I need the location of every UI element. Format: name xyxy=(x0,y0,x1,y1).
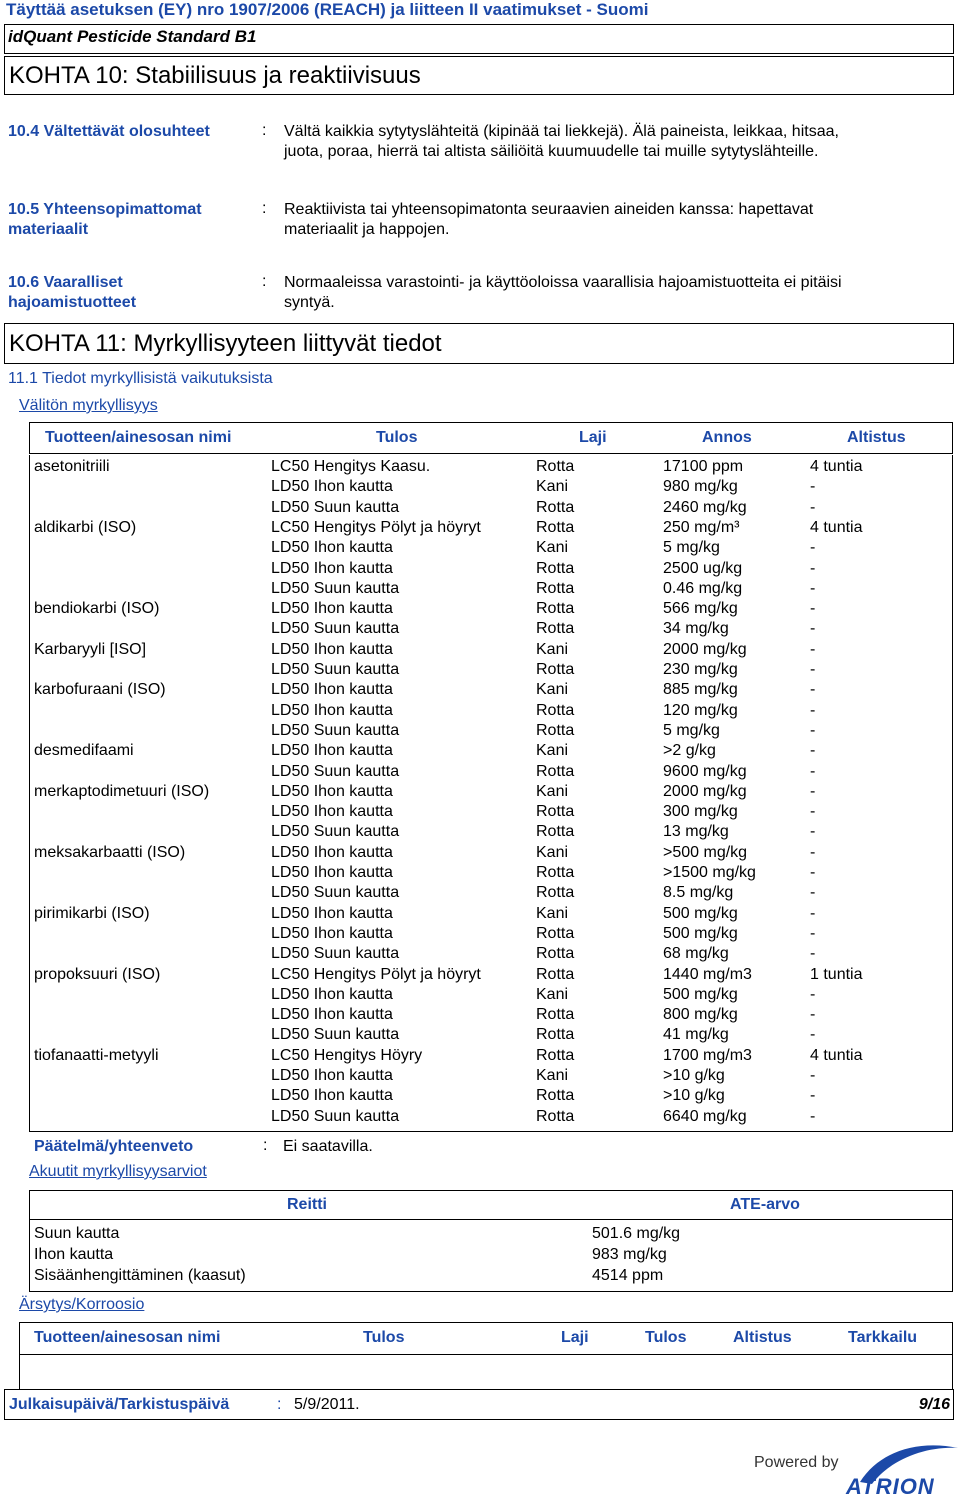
row-result: LD50 Ihon kautta xyxy=(271,539,393,556)
conclusion-value: Ei saatavilla. xyxy=(283,1138,373,1155)
row-species: Kani xyxy=(536,539,569,556)
row-species: Kani xyxy=(536,844,569,861)
row-dose: 1440 mg/m3 xyxy=(663,966,752,983)
row-result: LD50 Ihon kautta xyxy=(271,925,393,942)
row-exposure: - xyxy=(810,763,816,780)
row-exposure: - xyxy=(810,925,816,942)
row-exposure: - xyxy=(810,803,816,820)
row-result: LC50 Hengitys Pölyt ja höyryt xyxy=(271,966,481,983)
row-substance-name: meksakarbaatti (ISO) xyxy=(34,844,186,861)
row-exposure: - xyxy=(810,620,816,637)
row-species: Kani xyxy=(536,681,569,698)
irritation-heading: Ärsytys/Korroosio xyxy=(19,1296,145,1313)
section-11-1-heading: 11.1 Tiedot myrkyllisistä vaikutuksista xyxy=(8,370,273,387)
row-exposure: - xyxy=(810,864,816,881)
row-species: Rotta xyxy=(536,864,575,881)
row-result: LD50 Ihon kautta xyxy=(271,905,393,922)
row-substance-name: desmedifaami xyxy=(34,742,134,759)
footer-date-label: Julkaisupäivä/Tarkistuspäivä xyxy=(9,1396,230,1413)
row-species: Rotta xyxy=(536,1108,575,1125)
separator-colon: : xyxy=(277,1396,282,1413)
row-species: Rotta xyxy=(536,925,575,942)
row-species: Rotta xyxy=(536,763,575,780)
row-result: LD50 Suun kautta xyxy=(271,1026,400,1043)
section-11-title: KOHTA 11: Myrkyllisyyteen liittyvät tiedot xyxy=(9,330,442,357)
row-species: Rotta xyxy=(536,1087,575,1104)
row-exposure: - xyxy=(810,499,816,516)
row-species: Rotta xyxy=(536,458,575,475)
row-result: LD50 Ihon kautta xyxy=(271,478,393,495)
section-10-6-text-line1: Normaaleissa varastointi- ja käyttöoloissa vaarallisia hajoamistuotteita ei pitäisi xyxy=(284,274,842,291)
row-exposure: - xyxy=(810,722,816,739)
atrion-wordmark: ATRION xyxy=(846,1474,935,1499)
row-result: LD50 Ihon kautta xyxy=(271,560,393,577)
ate-value: 501.6 mg/kg xyxy=(592,1225,681,1242)
irr-col-name: Tuotteen/ainesosan nimi xyxy=(34,1329,221,1346)
row-dose: 500 mg/kg xyxy=(663,905,738,922)
row-exposure: - xyxy=(810,580,816,597)
row-result: LD50 Ihon kautta xyxy=(271,864,393,881)
ate-route: Suun kautta xyxy=(34,1225,120,1242)
row-exposure: 4 tuntia xyxy=(810,519,863,536)
acute-toxicity-heading: Välitön myrkyllisyys xyxy=(19,397,158,414)
row-substance-name: Karbaryyli [ISO] xyxy=(34,641,147,658)
row-species: Kani xyxy=(536,742,569,759)
row-result: LD50 Ihon kautta xyxy=(271,783,393,800)
row-result: LD50 Suun kautta xyxy=(271,823,400,840)
page-number: 9/16 xyxy=(918,1396,950,1413)
row-dose: 500 mg/kg xyxy=(663,986,738,1003)
irritation-table-body xyxy=(19,1355,953,1389)
row-dose: 300 mg/kg xyxy=(663,803,738,820)
row-result: LD50 Ihon kautta xyxy=(271,600,393,617)
row-dose: 13 mg/kg xyxy=(663,823,729,840)
row-result: LC50 Hengitys Kaasu. xyxy=(271,458,431,475)
row-species: Rotta xyxy=(536,803,575,820)
row-exposure: - xyxy=(810,661,816,678)
row-species: Rotta xyxy=(536,1047,575,1064)
row-result: LD50 Ihon kautta xyxy=(271,681,393,698)
row-result: LC50 Hengitys Pölyt ja höyryt xyxy=(271,519,481,536)
row-result: LD50 Suun kautta xyxy=(271,763,400,780)
row-exposure: - xyxy=(810,478,816,495)
section-10-5-text-line2: materiaalit ja happojen. xyxy=(284,221,450,238)
row-result: LD50 Suun kautta xyxy=(271,620,400,637)
separator-colon: : xyxy=(262,200,267,217)
row-result: LD50 Suun kautta xyxy=(271,722,400,739)
row-exposure: 1 tuntia xyxy=(810,966,863,983)
row-species: Rotta xyxy=(536,560,575,577)
row-dose: >10 g/kg xyxy=(663,1067,725,1084)
row-exposure: - xyxy=(810,844,816,861)
row-substance-name: aldikarbi (ISO) xyxy=(34,519,137,536)
row-species: Kani xyxy=(536,783,569,800)
ate-col-route: Reitti xyxy=(287,1196,327,1213)
row-result: LD50 Ihon kautta xyxy=(271,641,393,658)
irr-col-species: Laji xyxy=(561,1329,589,1346)
section-10-5-label-line1: 10.5 Yhteensopimattomat xyxy=(8,201,202,218)
section-10-6-text-line2: syntyä. xyxy=(284,294,335,311)
row-result: LD50 Suun kautta xyxy=(271,661,400,678)
row-species: Rotta xyxy=(536,600,575,617)
row-dose: 980 mg/kg xyxy=(663,478,738,495)
document-header-regulation: Täyttää asetuksen (EY) nro 1907/2006 (REACH) ja liitteen II vaatimukset - Suomi xyxy=(6,0,649,19)
row-exposure: - xyxy=(810,1087,816,1104)
row-result: LD50 Ihon kautta xyxy=(271,844,393,861)
row-species: Rotta xyxy=(536,499,575,516)
row-exposure: - xyxy=(810,742,816,759)
row-species: Rotta xyxy=(536,722,575,739)
row-substance-name: merkaptodimetuuri (ISO) xyxy=(34,783,210,800)
conclusion-label: Päätelmä/yhteenveto xyxy=(34,1138,194,1155)
row-exposure: - xyxy=(810,1067,816,1084)
row-exposure: - xyxy=(810,560,816,577)
row-exposure: - xyxy=(810,884,816,901)
row-exposure: - xyxy=(810,823,816,840)
row-exposure: - xyxy=(810,1108,816,1125)
row-dose: 6640 mg/kg xyxy=(663,1108,747,1125)
col-header-exposure: Altistus xyxy=(847,429,906,446)
row-result: LD50 Ihon kautta xyxy=(271,1067,393,1084)
row-dose: >500 mg/kg xyxy=(663,844,748,861)
irr-col-result: Tulos xyxy=(363,1329,405,1346)
product-name: idQuant Pesticide Standard B1 xyxy=(8,27,257,46)
row-species: Rotta xyxy=(536,620,575,637)
row-exposure: - xyxy=(810,702,816,719)
product-name-box xyxy=(4,24,954,54)
atrion-logo xyxy=(750,1440,960,1498)
section-10-6-label-line2: hajoamistuotteet xyxy=(8,294,137,311)
row-dose: 800 mg/kg xyxy=(663,1006,738,1023)
section-10-5-label-line2: materiaalit xyxy=(8,221,89,238)
separator-colon: : xyxy=(263,1137,268,1154)
irr-col-exposure: Altistus xyxy=(733,1329,792,1346)
row-species: Kani xyxy=(536,986,569,1003)
col-header-dose: Annos xyxy=(702,429,752,446)
ate-value: 983 mg/kg xyxy=(592,1246,667,1263)
section-10-title: KOHTA 10: Stabiilisuus ja reaktiivisuus xyxy=(9,62,421,89)
row-dose: 8.5 mg/kg xyxy=(663,884,734,901)
row-dose: 5 mg/kg xyxy=(663,539,720,556)
row-dose: 885 mg/kg xyxy=(663,681,738,698)
acute-table-header xyxy=(29,422,953,454)
row-substance-name: propoksuuri (ISO) xyxy=(34,966,161,983)
row-exposure: 4 tuntia xyxy=(810,1047,863,1064)
row-substance-name: asetonitriili xyxy=(34,458,110,475)
row-result: LD50 Ihon kautta xyxy=(271,803,393,820)
footer-box xyxy=(4,1389,954,1420)
row-exposure: - xyxy=(810,539,816,556)
section-10-4-text-line2: juota, poraa, hierrä tai altista säiliöitä kuumuudelle tai muille sytytyslähteille. xyxy=(284,143,819,160)
footer-date: 5/9/2011. xyxy=(294,1396,360,1413)
row-species: Rotta xyxy=(536,702,575,719)
row-substance-name: tiofanaatti-metyyli xyxy=(34,1047,159,1064)
row-dose: 120 mg/kg xyxy=(663,702,738,719)
row-dose: 566 mg/kg xyxy=(663,600,738,617)
row-dose: 500 mg/kg xyxy=(663,925,738,942)
row-result: LD50 Ihon kautta xyxy=(271,702,393,719)
separator-colon: : xyxy=(262,122,267,139)
row-species: Rotta xyxy=(536,519,575,536)
row-exposure: - xyxy=(810,681,816,698)
powered-by-text: Powered by xyxy=(754,1454,839,1471)
row-exposure: 4 tuntia xyxy=(810,458,863,475)
row-species: Rotta xyxy=(536,580,575,597)
row-dose: 9600 mg/kg xyxy=(663,763,747,780)
row-dose: 41 mg/kg xyxy=(663,1026,729,1043)
row-dose: 17100 ppm xyxy=(663,458,744,475)
row-dose: 2460 mg/kg xyxy=(663,499,747,516)
row-dose: 34 mg/kg xyxy=(663,620,729,637)
ate-route: Ihon kautta xyxy=(34,1246,114,1263)
row-exposure: - xyxy=(810,600,816,617)
section-10-6-label-line1: 10.6 Vaaralliset xyxy=(8,274,123,291)
row-substance-name: bendiokarbi (ISO) xyxy=(34,600,160,617)
ate-col-value: ATE-arvo xyxy=(730,1196,800,1213)
irritation-table-header xyxy=(19,1322,953,1355)
row-exposure: - xyxy=(810,945,816,962)
row-species: Kani xyxy=(536,641,569,658)
row-species: Rotta xyxy=(536,1006,575,1023)
col-header-name: Tuotteen/ainesosan nimi xyxy=(45,429,232,446)
row-exposure: - xyxy=(810,641,816,658)
row-dose: >2 g/kg xyxy=(663,742,716,759)
row-exposure: - xyxy=(810,1006,816,1023)
row-substance-name: pirimikarbi (ISO) xyxy=(34,905,150,922)
row-species: Rotta xyxy=(536,1026,575,1043)
section-10-4-text-line1: Vältä kaikkia sytytyslähteitä (kipinää tai liekkejä). Älä paineista, leikkaa, hitsaa, xyxy=(284,123,839,140)
row-result: LD50 Ihon kautta xyxy=(271,1006,393,1023)
section-10-5-text-line1: Reaktiivista tai yhteensopimatonta seuraavien aineiden kanssa: hapettavat xyxy=(284,201,814,218)
separator-colon: : xyxy=(262,273,267,290)
row-dose: 0.46 mg/kg xyxy=(663,580,743,597)
row-result: LD50 Suun kautta xyxy=(271,945,400,962)
row-exposure: - xyxy=(810,783,816,800)
row-result: LD50 Suun kautta xyxy=(271,1108,400,1125)
row-species: Rotta xyxy=(536,661,575,678)
row-dose: 2000 mg/kg xyxy=(663,783,747,800)
row-dose: 230 mg/kg xyxy=(663,661,738,678)
row-dose: 1700 mg/m3 xyxy=(663,1047,752,1064)
ate-table xyxy=(29,1190,953,1292)
row-species: Kani xyxy=(536,478,569,495)
ate-route: Sisäänhengittäminen (kaasut) xyxy=(34,1267,246,1284)
row-result: LD50 Suun kautta xyxy=(271,499,400,516)
row-result: LD50 Suun kautta xyxy=(271,580,400,597)
ate-value: 4514 ppm xyxy=(592,1267,664,1284)
ate-heading: Akuutit myrkyllisyysarviot xyxy=(29,1163,207,1180)
row-exposure: - xyxy=(810,986,816,1003)
row-exposure: - xyxy=(810,905,816,922)
row-result: LC50 Hengitys Höyry xyxy=(271,1047,423,1064)
row-exposure: - xyxy=(810,1026,816,1043)
section-11-title-box xyxy=(4,323,954,364)
row-dose: 250 mg/m³ xyxy=(663,519,740,536)
row-species: Rotta xyxy=(536,884,575,901)
row-species: Rotta xyxy=(536,966,575,983)
row-substance-name: karbofuraani (ISO) xyxy=(34,681,166,698)
row-dose: >1500 mg/kg xyxy=(663,864,756,881)
row-dose: 5 mg/kg xyxy=(663,722,720,739)
irr-col-score: Tulos xyxy=(645,1329,687,1346)
section-10-title-box xyxy=(4,56,954,95)
ate-table-divider xyxy=(30,1219,952,1220)
col-header-species: Laji xyxy=(579,429,607,446)
irr-col-observation: Tarkkailu xyxy=(848,1329,918,1346)
col-header-result: Tulos xyxy=(376,429,418,446)
row-species: Kani xyxy=(536,1067,569,1084)
row-result: LD50 Suun kautta xyxy=(271,884,400,901)
row-dose: 2000 mg/kg xyxy=(663,641,747,658)
row-result: LD50 Ihon kautta xyxy=(271,986,393,1003)
row-species: Kani xyxy=(536,905,569,922)
row-result: LD50 Ihon kautta xyxy=(271,1087,393,1104)
row-dose: 2500 ug/kg xyxy=(663,560,743,577)
section-10-4-label: 10.4 Vältettävät olosuhteet xyxy=(8,123,210,140)
row-dose: 68 mg/kg xyxy=(663,945,729,962)
row-species: Rotta xyxy=(536,945,575,962)
row-dose: >10 g/kg xyxy=(663,1087,725,1104)
row-result: LD50 Ihon kautta xyxy=(271,742,393,759)
row-species: Rotta xyxy=(536,823,575,840)
